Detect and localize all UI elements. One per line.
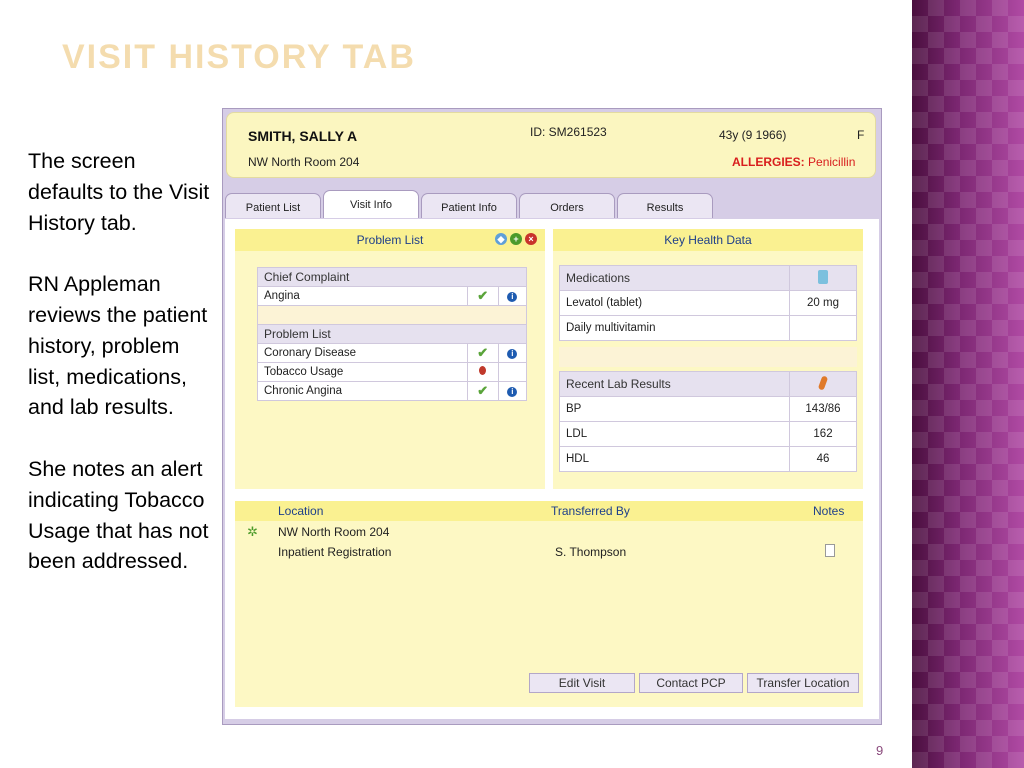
- info-icon[interactable]: i: [507, 387, 517, 397]
- key-health-data-panel: [553, 229, 863, 489]
- lab-name: LDL: [560, 422, 790, 447]
- problem-table: [257, 267, 527, 401]
- add-icon[interactable]: +: [510, 233, 522, 245]
- blank-row: [559, 347, 857, 367]
- lab-value: 46: [790, 447, 857, 472]
- patient-sex: F: [857, 128, 865, 142]
- problem-list-header: [235, 229, 545, 251]
- location-name: NW North Room 204: [278, 525, 390, 539]
- contact-pcp-button[interactable]: Contact PCP: [639, 673, 743, 693]
- problem-item: Tobacco Usage: [258, 363, 468, 382]
- patient-name: SMITH, SALLY A: [248, 128, 358, 144]
- location-header-row: [235, 501, 863, 521]
- medication-name: Daily multivitamin: [560, 316, 790, 341]
- table-row[interactable]: [258, 382, 527, 401]
- lab-name: BP: [560, 397, 790, 422]
- problem-item: Chronic Angina: [258, 382, 468, 401]
- check-icon: ✔: [477, 383, 489, 398]
- visit-info-content: [225, 219, 879, 719]
- star-icon: ✲: [247, 524, 258, 539]
- problem-item: Coronary Disease: [258, 344, 468, 363]
- blank-row: [258, 306, 527, 325]
- table-row[interactable]: [560, 316, 857, 341]
- table-row[interactable]: [560, 422, 857, 447]
- medications-header: Medications: [560, 266, 790, 291]
- patient-banner: [226, 112, 876, 178]
- check-icon: ✔: [477, 345, 489, 360]
- tab-patient-list[interactable]: Patient List: [225, 193, 321, 218]
- key-health-data-header: [553, 229, 863, 251]
- notes-column-header: Notes: [813, 504, 845, 518]
- table-row[interactable]: [258, 344, 527, 363]
- allergies-value: Penicillin: [808, 155, 856, 169]
- narrative-paragraph: The screen defaults to the Visit History tab.: [28, 149, 210, 235]
- narrative-paragraph: She notes an alert indicating Tobacco Usage that has not been addressed.: [28, 456, 209, 574]
- shield-icon[interactable]: ◆: [495, 233, 507, 245]
- edit-visit-button[interactable]: Edit Visit: [529, 673, 635, 693]
- transferred-by-column-header: Transferred By: [551, 504, 630, 518]
- lab-results-table: [559, 371, 857, 472]
- medication-dose: 20 mg: [790, 291, 857, 316]
- transferred-by: S. Thompson: [555, 545, 627, 559]
- chief-complaint-header: Chief Complaint: [258, 268, 527, 287]
- tab-patient-info[interactable]: Patient Info: [421, 193, 517, 218]
- patient-age: 43y (9 1966): [719, 128, 787, 142]
- table-row[interactable]: [258, 363, 527, 382]
- ehr-window: [222, 108, 882, 725]
- key-health-data-title: Key Health Data: [664, 233, 752, 247]
- problem-list-panel: [235, 229, 545, 489]
- medication-dose: [790, 316, 857, 341]
- medications-table: [559, 265, 857, 341]
- slide-title: VISIT HISTORY TAB: [62, 38, 416, 76]
- table-row[interactable]: [235, 522, 863, 542]
- slide-number: 9: [876, 743, 884, 758]
- tab-orders[interactable]: Orders: [519, 193, 615, 218]
- narrative-paragraph: RN Appleman reviews the patient history, problem list, medications, and lab results.: [28, 272, 208, 420]
- lab-icon: [818, 375, 828, 390]
- info-icon[interactable]: i: [507, 349, 517, 359]
- medication-name: Levatol (tablet): [560, 291, 790, 316]
- narrative-text: [28, 146, 210, 608]
- tab-bar: [225, 193, 881, 219]
- note-icon[interactable]: [825, 544, 835, 557]
- table-row[interactable]: [235, 542, 863, 562]
- chief-complaint-item: Angina: [258, 287, 468, 306]
- location-panel: [235, 501, 863, 707]
- allergies: [732, 155, 855, 169]
- alert-icon[interactable]: [479, 366, 486, 375]
- info-icon[interactable]: i: [507, 292, 517, 302]
- location-column-header: Location: [278, 504, 324, 518]
- allergies-label: ALLERGIES:: [732, 155, 805, 169]
- decorative-side-band: [912, 0, 1024, 768]
- location-name: Inpatient Registration: [278, 545, 392, 559]
- table-row[interactable]: [560, 291, 857, 316]
- check-icon: ✔: [477, 288, 489, 303]
- tab-visit-info[interactable]: Visit Info: [323, 190, 419, 218]
- transfer-location-button[interactable]: Transfer Location: [747, 673, 859, 693]
- lab-value: 143/86: [790, 397, 857, 422]
- problem-list-title: Problem List: [356, 233, 424, 247]
- lab-name: HDL: [560, 447, 790, 472]
- patient-id: ID: SM261523: [530, 125, 607, 139]
- lab-value: 162: [790, 422, 857, 447]
- table-row[interactable]: [560, 397, 857, 422]
- table-row[interactable]: [258, 287, 527, 306]
- patient-room: NW North Room 204: [248, 155, 360, 169]
- table-row[interactable]: [560, 447, 857, 472]
- remove-icon[interactable]: ×: [525, 233, 537, 245]
- lab-results-header: Recent Lab Results: [560, 372, 790, 397]
- problem-list-section-header: Problem List: [258, 325, 527, 344]
- tab-results[interactable]: Results: [617, 193, 713, 218]
- medication-icon: [818, 270, 828, 284]
